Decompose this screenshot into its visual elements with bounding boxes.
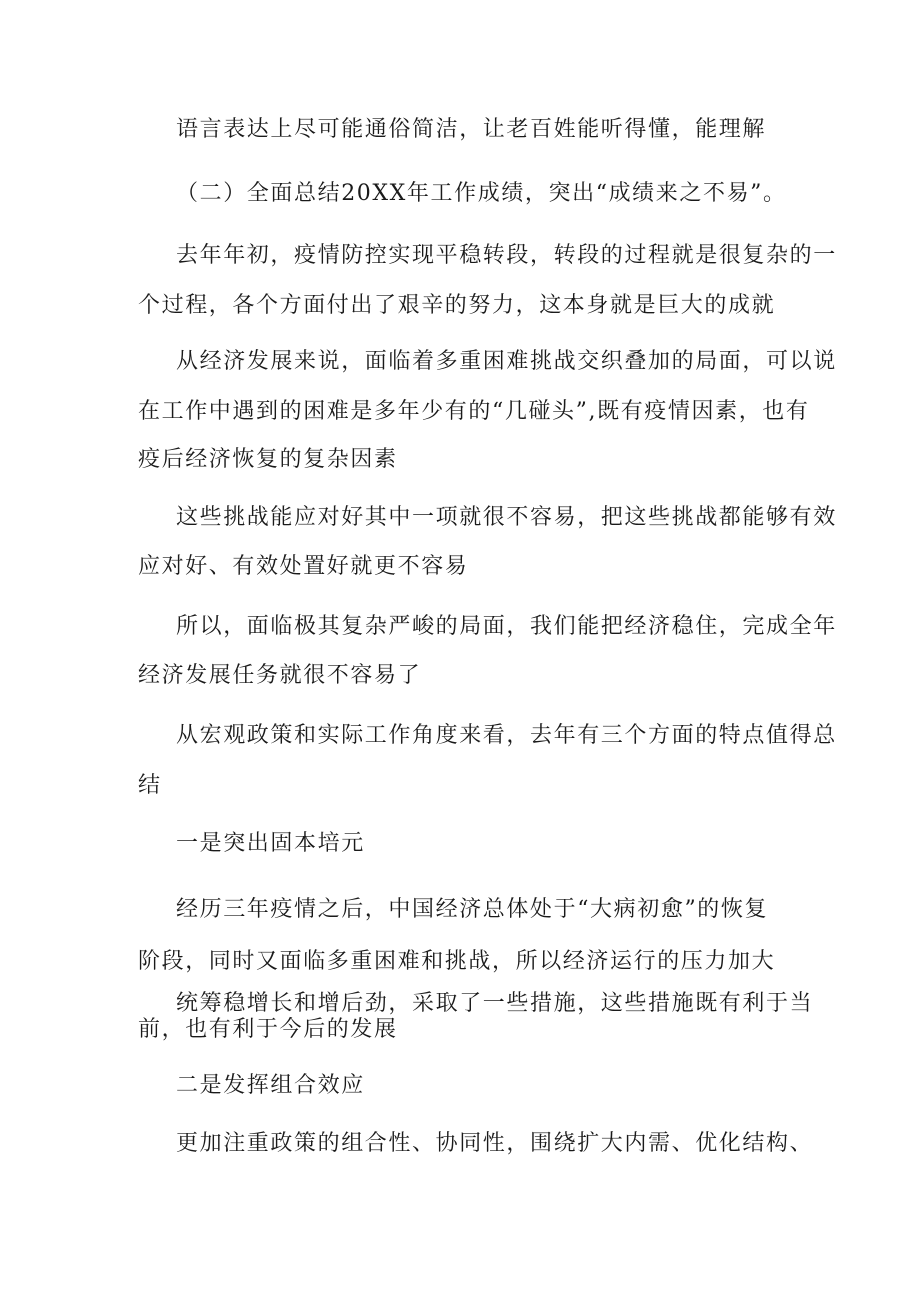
text-line: 在工作中遇到的困难是多年少有的“几碰头”,既有疫情因素，也有 [138, 399, 810, 424]
text-line: 经济发展任务就很不容易了 [138, 663, 422, 688]
text-line: 这些挑战能应对好其中一项就很不容易，把这些挑战都能够有效 [176, 505, 837, 530]
text-line: 经历三年疫情之后，中国经济总体处于“大病初愈”的恢复 [176, 897, 769, 922]
point-heading-2: 二是发挥组合效应 [176, 1073, 365, 1098]
text-line: 所以，面临极其复杂严峻的局面，我们能把经济稳住，完成全年 [176, 614, 837, 639]
text-line: 结 [138, 773, 162, 798]
section-heading: （二）全面总结20XX年工作成绩，突出“成绩来之不易”。 [176, 181, 787, 206]
text-line: 应对好、有效处置好就更不容易 [138, 554, 469, 579]
text-line: 更加注重政策的组合性、协同性，围绕扩大内需、优化结构、 [176, 1131, 814, 1156]
text-line: 个过程，各个方面付出了艰辛的努力，这本身就是巨大的成就 [138, 293, 776, 318]
text-line: 前，也有利于今后的发展 [138, 1017, 398, 1042]
text-line: 语言表达上尽可能通俗简洁，让老百姓能听得懂，能理解 [176, 117, 767, 142]
text-line: 从经济发展来说，面临着多重困难挑战交织叠加的局面，可以说 [176, 349, 837, 374]
text-line: 疫后经济恢复的复杂因素 [138, 447, 398, 472]
text-line: 阶段，同时又面临多重困难和挑战，所以经济运行的压力加大 [138, 949, 776, 974]
point-heading-1: 一是突出固本培元 [176, 831, 365, 856]
text-line: 统筹稳增长和增后劲，采取了一些措施，这些措施既有利于当 [176, 991, 814, 1016]
text-line: 从宏观政策和实际工作角度来看，去年有三个方面的特点值得总 [176, 723, 837, 748]
text-line: 去年年初，疫情防控实现平稳转段，转段的过程就是很复杂的一 [176, 243, 837, 268]
